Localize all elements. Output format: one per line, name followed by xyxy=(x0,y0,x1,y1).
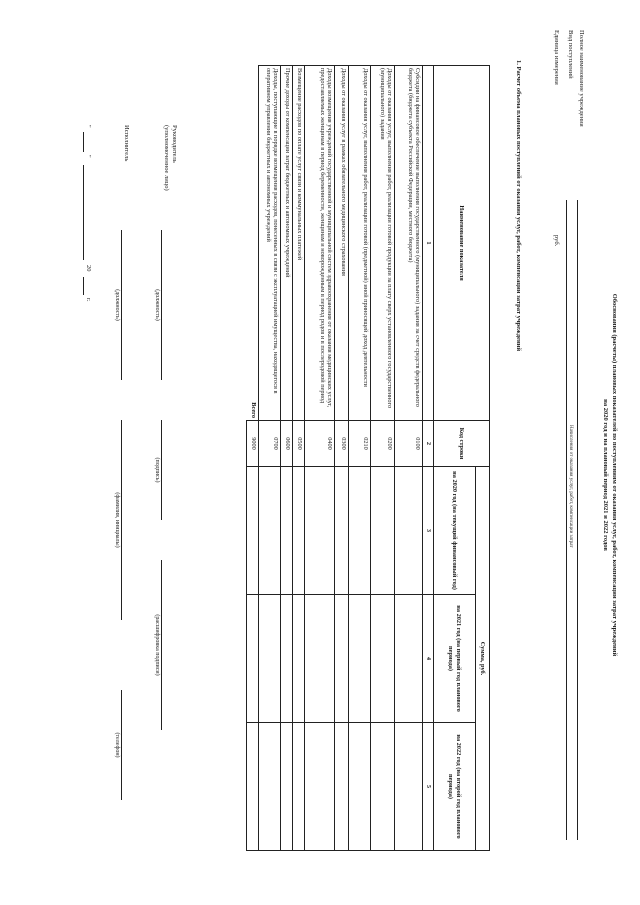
row-code: 0300 xyxy=(335,421,349,467)
row-value-2022 xyxy=(371,723,395,851)
row-value-2020 xyxy=(259,467,281,595)
institution-label: Полное наименование учреждения xyxy=(578,30,585,127)
row-code: 0200 xyxy=(371,421,395,467)
col-code-header: Код строки xyxy=(434,421,490,467)
unit-value: руб. xyxy=(553,235,560,247)
row-value-2020 xyxy=(335,467,349,595)
row-name: Доходы, поступающие в порядке возмещения расходов, понесенных в связи с эксплуатацией имущества, находящегося в оперативном управлении бюджетных и автономных учреждений xyxy=(259,66,281,421)
table-row xyxy=(395,66,423,851)
executor-name-line xyxy=(121,420,122,620)
col-number: 1 xyxy=(423,66,434,421)
row-value-2020 xyxy=(349,467,371,595)
head-label: Руководитель xyxy=(171,125,178,163)
date-open-quote: " xyxy=(85,125,92,128)
table-row xyxy=(349,66,371,851)
row-code: 0210 xyxy=(349,421,371,467)
head-signature-line xyxy=(161,420,162,520)
row-value-2021 xyxy=(259,595,281,723)
executor-label: Исполнитель xyxy=(123,125,130,162)
executor-position-caption: (должность) xyxy=(114,289,120,321)
total-value-2022 xyxy=(247,723,259,851)
row-value-2021 xyxy=(293,595,305,723)
row-code: 0400 xyxy=(305,421,335,467)
row-value-2021 xyxy=(281,595,293,723)
row-name: Прочие доходы от компенсации затрат бюджетных и автономных учреждений xyxy=(281,66,293,421)
date-month-line xyxy=(83,165,84,260)
date-suffix: г. xyxy=(85,298,92,302)
table-row xyxy=(371,66,395,851)
total-row xyxy=(247,66,259,851)
head-name-line xyxy=(161,560,162,730)
col-number: 4 xyxy=(423,595,434,723)
row-value-2021 xyxy=(349,595,371,723)
date-day-line xyxy=(83,132,84,152)
head-position-caption: (должность) xyxy=(154,289,160,321)
date-close-quote: " xyxy=(85,155,92,158)
row-code: 0500 xyxy=(293,421,305,467)
row-value-2020 xyxy=(305,467,335,595)
col-year1-header: на 2020 год (на текущий финансовый год) xyxy=(434,467,476,595)
total-label: Всего xyxy=(250,402,258,418)
row-value-2021 xyxy=(395,595,423,723)
row-value-2022 xyxy=(293,723,305,851)
head-position-line xyxy=(161,230,162,380)
table-row xyxy=(335,66,349,851)
row-value-2020 xyxy=(293,467,305,595)
unit-label: Единица измерения xyxy=(553,30,560,85)
row-name: Субсидии на финансовое обеспечение выполнения государственного (муниципального) задания за счет средств федерального бюджета (бюджета субъекта Российской Федерации, местного бюджета) xyxy=(395,66,423,421)
row-value-2021 xyxy=(335,595,349,723)
date-year-line xyxy=(83,277,84,295)
row-name: Возмещение расходов по оплате услуг связи и коммунальных платежей xyxy=(293,66,305,421)
row-value-2022 xyxy=(335,723,349,851)
col-number: 5 xyxy=(423,723,434,851)
payment-type-line xyxy=(566,200,567,840)
row-name: Доходы от оказания услуг, выполнения работ, реализации готовой (предметной) иной приносящей доход деятельности xyxy=(349,66,371,421)
total-value-2021 xyxy=(247,595,259,723)
row-code: 0100 xyxy=(395,421,423,467)
phone-line xyxy=(121,690,122,800)
row-value-2021 xyxy=(371,595,395,723)
row-value-2022 xyxy=(349,723,371,851)
total-code: 9000 xyxy=(247,421,259,467)
total-value-2020 xyxy=(247,467,259,595)
row-code: 0600 xyxy=(281,421,293,467)
sum-header: Сумма, руб. xyxy=(476,467,490,851)
head-signature-caption: (подпись) xyxy=(154,457,160,483)
calculation-table xyxy=(246,65,490,851)
institution-line xyxy=(577,200,578,840)
row-value-2022 xyxy=(281,723,293,851)
col-number: 3 xyxy=(423,467,434,595)
row-name: Доходы от оказания услуг в рамках обязательного медицинского страхования xyxy=(335,66,349,421)
row-name: Доходы возмещения учреждений государственной и муниципальной систем здравоохранения от оказания медицинских услуг, предоставляемых женщинам в период беременности, женщинам и новорожденным в период родов и в послеродовой период xyxy=(305,66,335,421)
col-name-header: Наименование показателя xyxy=(434,66,490,421)
row-value-2022 xyxy=(259,723,281,851)
col-year3-header: на 2022 год (на второй год планового периода) xyxy=(434,723,476,851)
row-value-2020 xyxy=(371,467,395,595)
payment-type-note: Начисления от оказания услуг, работ, компенсации затрат xyxy=(568,425,573,548)
executor-name-caption: (фамилия, инициалы) xyxy=(114,492,120,548)
row-value-2021 xyxy=(305,595,335,723)
document-title-line2: на 2020 год и на плановый период 2021 и 2022 годов xyxy=(602,399,609,551)
table-row xyxy=(293,66,305,851)
row-value-2020 xyxy=(281,467,293,595)
date-year-prefix: 20 xyxy=(85,265,92,272)
table-row xyxy=(281,66,293,851)
row-code: 0700 xyxy=(259,421,281,467)
executor-position-line xyxy=(121,230,122,380)
table-row xyxy=(259,66,281,851)
row-value-2020 xyxy=(395,467,423,595)
head-name-caption: (расшифровка подписи) xyxy=(154,614,160,676)
row-name: Доходы от оказания услуг, выполнения работ, реализации готовой продукции за плату сверх установленного государственного (муниципального) задания xyxy=(371,66,395,421)
col-year2-header: на 2021 год (на первый год планового периода) xyxy=(434,595,476,723)
col-number: 2 xyxy=(423,421,434,467)
document-title-line1: Обоснования (расчеты) плановых показателей по поступлениям от оказания услуг, работ, компенсации затрат учреждений xyxy=(611,293,618,657)
head-sub-label: (уполномоченное лицо) xyxy=(163,125,170,191)
section-title: 1. Расчет объема плановых поступлений от оказания услуг, работ, компенсации затрат учреждений xyxy=(515,60,522,352)
row-value-2022 xyxy=(305,723,335,851)
row-value-2022 xyxy=(395,723,423,851)
table-row xyxy=(305,66,335,851)
phone-caption: (телефон) xyxy=(114,732,120,758)
payment-type-label: Вид поступлений xyxy=(567,30,574,79)
